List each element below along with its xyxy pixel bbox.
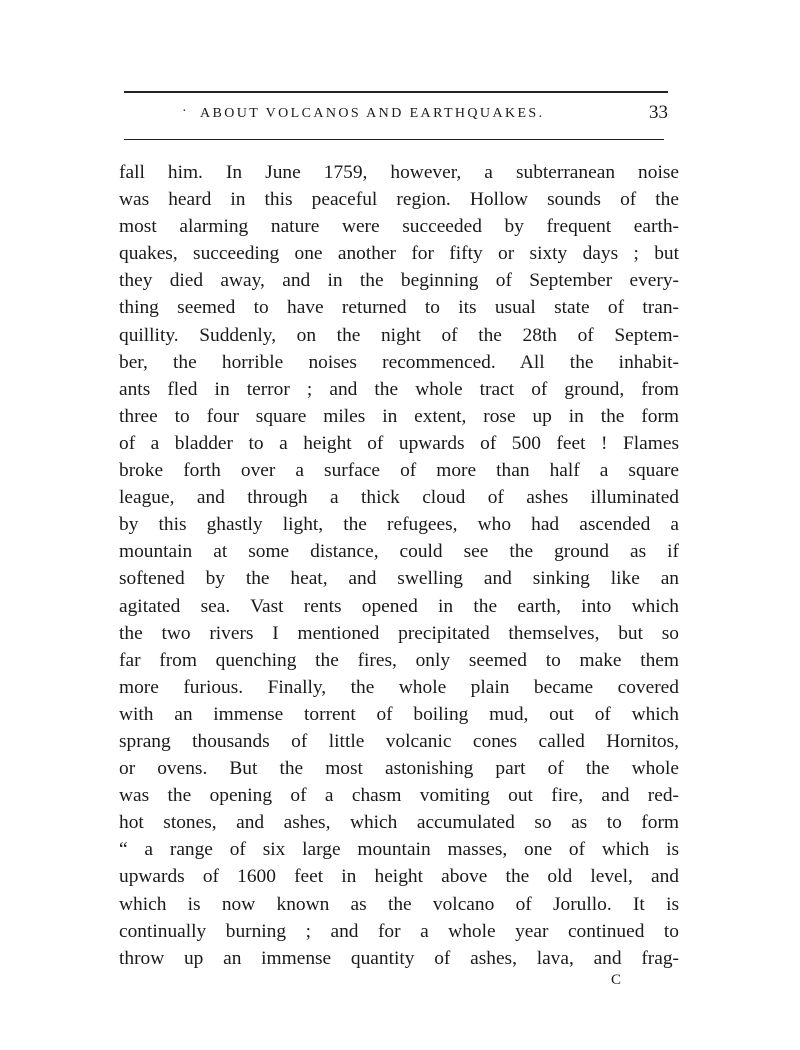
header-rule-bottom <box>124 139 664 140</box>
text-line: throw up an immense quantity of ashes, lava, and frag- <box>119 947 679 969</box>
text-line: was the opening of a chasm vomiting out fire, and red- <box>119 785 679 807</box>
text-line: “ a range of six large mountain masses, one of which is <box>119 839 679 861</box>
text-line: agitated sea. Vast rents opened in the earth, into which <box>119 595 679 617</box>
header-rule-top <box>124 91 668 93</box>
text-line: fall him. In June 1759, however, a subterranean noise <box>119 162 679 183</box>
text-line: sprang thousands of little volcanic cones called Hornitos, <box>119 730 679 752</box>
text-line: league, and through a thick cloud of ashes illuminated <box>119 487 679 509</box>
text-line: mountain at some distance, could see the ground as if <box>119 541 679 563</box>
text-line: they died away, and in the beginning of September every- <box>119 270 679 292</box>
text-line: most alarming nature were succeeded by frequent earth- <box>119 216 679 238</box>
text-line: the two rivers I mentioned precipitated themselves, but so <box>119 622 679 644</box>
text-line: broke forth over a surface of more than half a square <box>119 460 679 482</box>
header-dot: · <box>182 104 187 119</box>
text-line: ber, the horrible noises recommenced. All the inhabit- <box>119 351 679 373</box>
text-line: or ovens. But the most astonishing part of the whole <box>119 758 679 780</box>
body-text <box>119 159 679 972</box>
text-line: quillity. Suddenly, on the night of the 28th of Septem- <box>119 324 679 346</box>
text-line: three to four square miles in extent, rose up in the form <box>119 405 679 427</box>
text-line: quakes, succeeding one another for fifty or sixty days ; but <box>119 243 679 265</box>
text-line: thing seemed to have returned to its usual state of tran- <box>119 297 679 319</box>
text-line: continually burning ; and for a whole year continued to <box>119 920 679 942</box>
text-line: more furious. Finally, the whole plain became covered <box>119 676 679 698</box>
signature-mark: C <box>611 972 623 988</box>
text-line: with an immense torrent of boiling mud, out of which <box>119 703 679 725</box>
page-number: 33 <box>649 102 668 123</box>
text-line: far from quenching the fires, only seemed to make them <box>119 649 679 671</box>
text-line: of a bladder to a height of upwards of 500 feet ! Flames <box>119 432 679 454</box>
text-line: softened by the heat, and swelling and sinking like an <box>119 568 679 590</box>
text-line: was heard in this peaceful region. Hollow sounds of the <box>119 189 679 211</box>
text-line: upwards of 1600 feet in height above the old level, and <box>119 866 679 888</box>
running-title: ABOUT VOLCANOS AND EARTHQUAKES. <box>200 106 545 121</box>
text-line: which is now known as the volcano of Jorullo. It is <box>119 893 679 915</box>
running-head <box>124 104 668 128</box>
text-line: hot stones, and ashes, which accumulated so as to form <box>119 812 679 834</box>
text-line: ants fled in terror ; and the whole tract of ground, from <box>119 378 679 400</box>
text-line: by this ghastly light, the refugees, who had ascended a <box>119 514 679 536</box>
